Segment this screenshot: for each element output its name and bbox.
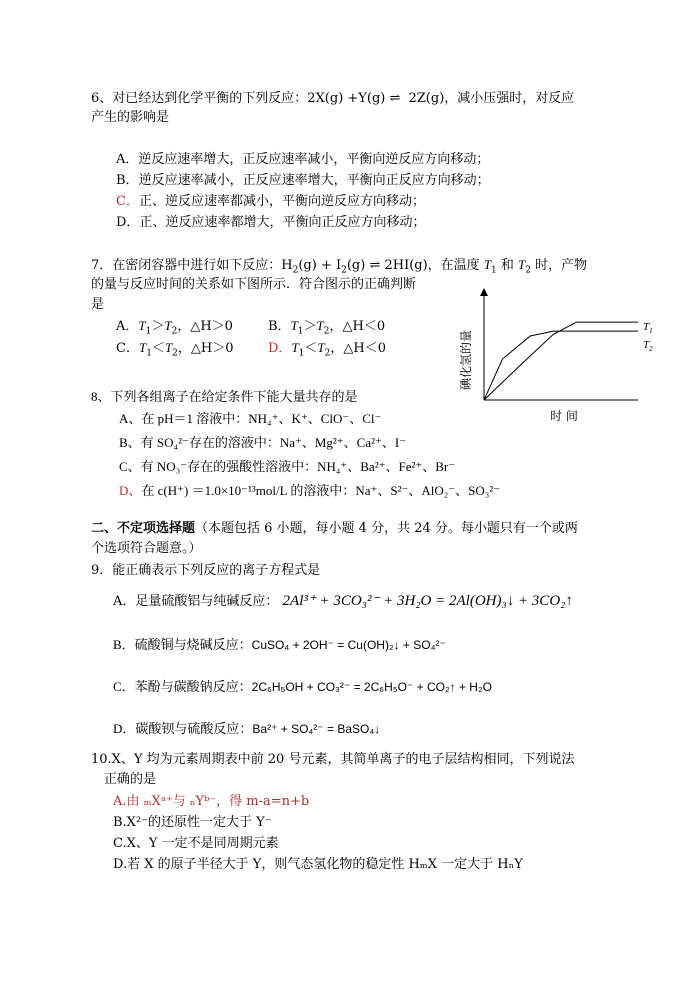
q8-option-d (119, 482, 500, 500)
q7a-t1-sub: 1 (145, 326, 152, 337)
q6-text-a: 逆反应速率增大，正反应速率减小，平衡向逆反应方向移动； (138, 152, 490, 167)
series-line-t2 (484, 331, 638, 400)
q7a-t1: T (138, 318, 146, 333)
q8-option-a: A、在 pH＝1 溶液中：NH₄⁺、K⁺、ClO⁻、Cl⁻ (119, 411, 382, 426)
chart-xlabel: 时 间 (550, 409, 578, 423)
q10-option-d: D.若 X 的原子半径大于 Y，则气态氢化物的稳定性 HₘX 一定大于 HₙY (113, 857, 523, 872)
q7c-t1-sub: 1 (146, 348, 152, 359)
q6-option-b (116, 172, 490, 190)
q10-text-a: A.由 ₘXᵃ⁺与 ₙYᵇ⁻，得 m-a=n+b (113, 794, 310, 809)
q7-t2-sub: 2 (525, 265, 532, 276)
q7-stem (91, 256, 587, 275)
q7c-t2-sub: 2 (172, 348, 178, 359)
q7-t2: T (518, 257, 526, 272)
q6-stem-part2: 2Z(g)，减小压强时，对反应 (404, 91, 575, 106)
q9-label-c: C．苯酚与碳酸钠反应： (113, 679, 252, 694)
q8-text-d: 在 c(H⁺) ＝1.0×10⁻¹³mol/L 的溶液中：Na⁺、S²⁻、AlO₂⁻、SO₃²⁻ (141, 483, 501, 498)
q7-chart (458, 288, 664, 424)
q6-option-d (116, 214, 425, 232)
q10-stem: 10.X、Y 均为元素周期表中前 20 号元素，其简单离子的电子层结构相同，下列说法 (91, 752, 575, 767)
q7d-t2-sub: 2 (324, 348, 331, 359)
q7-letter-b: B． (268, 319, 291, 334)
q7-stem-line2: 的量与反应时间的关系如下图所示．符合图示的正确判断 (91, 277, 417, 292)
section2-title: 二、不定项选择题 (91, 521, 196, 536)
q7a-t2: T (164, 318, 172, 333)
q9-label-a: A．足量硫酸铝与纯碱反应： (113, 594, 279, 609)
q6-stem-line2: 产生的影响是 (91, 110, 170, 125)
section2-desc-line2: 个选项符合题意。） (91, 541, 202, 556)
q7-option-d (268, 339, 386, 358)
q6-text-d: 正、逆反应速率都增大，平衡向正反应方向移动； (139, 215, 426, 230)
q7-option-c (116, 339, 234, 358)
q7b-t2-sub: 2 (323, 326, 330, 337)
q9-option-d (113, 720, 380, 738)
q6-stem (91, 90, 574, 108)
q7-s5: 时，产物 (531, 258, 588, 273)
q7b-dh: ，△H＜0 (329, 319, 386, 334)
q7-h-sub: 2 (292, 265, 299, 276)
series-label-t2: $T_2$ (643, 339, 653, 353)
section2-desc: （本题包括 6 小题，每小题 4 分，共 24 分。每小题只有一个或两 (195, 521, 578, 536)
q10-option-a (113, 793, 309, 811)
q7d-t1-sub: 1 (298, 348, 305, 359)
q7d-dh: ，△H＜0 (330, 341, 386, 356)
series-line-t1 (484, 322, 638, 400)
q7-letter-a: A． (116, 319, 139, 334)
q7-stem-line3: 是 (91, 297, 105, 312)
q7-s2: (g) + I (298, 258, 342, 273)
q10-option-c: C.X、Y 一定不是同周期元素 (113, 836, 279, 851)
q8-stem: 8、下列各组离子在给定条件下能大量共存的是 (91, 389, 358, 404)
q7-t1: T (483, 257, 492, 272)
q7-s3: (g) ⇌ 2HI(g)，在温度 (346, 258, 484, 273)
chart-y-arrow (480, 288, 488, 296)
q9-eq-d: Ba²⁺ + SO₄²⁻ = BaSO₄↓ (252, 722, 381, 736)
q9-eq-c: 2C₆H₅OH + CO₃²⁻ = 2C₆H₅O⁻ + CO₂↑ + H₂O (251, 680, 492, 694)
q7c-rel: ＜ (151, 341, 165, 356)
q9-eq-a: 2Al³⁺ + 3CO₃²⁻ + 3H₂O = 2Al(OH)₃↓ + 3CO₂↑ (282, 593, 573, 609)
q6-text-c: 正、逆反应速率都减小，平衡向逆反应方向移动； (138, 194, 425, 209)
q7-option-b (268, 317, 385, 336)
q10-stem-line2: 正确的是 (104, 772, 157, 787)
q7-letter-c: C． (116, 341, 139, 356)
chart-ylabel: 碘化氢的量 (459, 329, 473, 391)
q7-t1-sub: 1 (491, 265, 497, 276)
section2-header (91, 520, 578, 538)
q8-option-b: B、有 SO₄²⁻存在的溶液中：Na⁺、Mg²⁺、Ca²⁺、I⁻ (119, 435, 407, 450)
q9-option-b (113, 636, 446, 654)
q6-stem-part1: 6、对已经达到化学平衡的下列反应：2X(g) +Y(g) (91, 91, 390, 106)
q7-i-sub: 2 (341, 265, 347, 276)
q6-letter-d: D． (116, 215, 140, 230)
q7b-rel: ＞ (303, 319, 317, 334)
q9-label-d: D．碳酸钡与硫酸反应： (113, 721, 253, 736)
q6-option-a (116, 151, 489, 169)
q7b-t1: T (290, 318, 298, 333)
q7d-t2: T (317, 340, 325, 355)
q10-option-b: B.X²⁻的还原性一定大于 Y⁻ (113, 815, 272, 830)
series-label-t1: $T_1$ (643, 321, 653, 335)
q7-s4: 和 (496, 258, 519, 273)
q6-letter-b: B． (116, 173, 139, 188)
q8-option-c: C、有 NO₃⁻存在的强酸性溶液中：NH₄⁺、Ba²⁺、Fe²⁺、Br⁻ (119, 459, 456, 474)
equilibrium-arrow: ⇌ (389, 91, 405, 106)
q6-letter-c: C． (116, 194, 139, 209)
q7a-rel: ＞ (151, 319, 165, 334)
q6-letter-a: A． (116, 152, 139, 167)
q6-text-b: 逆反应速率减小，正反应速率增大，平衡向正反应方向移动； (138, 173, 490, 188)
q7c-dh: ，△H＞0 (177, 341, 234, 356)
q9-stem: 9．能正确表示下列反应的离子方程式是 (91, 563, 321, 578)
q7a-dh: ，△H＞0 (177, 319, 233, 334)
q8-letter-d: D、 (119, 483, 142, 498)
q7c-t2: T (164, 340, 173, 355)
q9-label-b: B．硫酸铜与烧碱反应： (113, 637, 252, 652)
q7b-t2: T (316, 318, 324, 333)
q7c-t1: T (138, 340, 147, 355)
q7a-t2-sub: 2 (171, 326, 178, 337)
q7b-t1-sub: 1 (297, 326, 304, 337)
q7-s1: 7．在密闭容器中进行如下反应：H (91, 258, 293, 273)
q9-eq-b: CuSO₄ + 2OH⁻ = Cu(OH)₂↓ + SO₄²⁻ (251, 638, 446, 652)
q7-option-a (116, 317, 233, 336)
q7d-t1: T (291, 340, 299, 355)
q6-option-c (116, 193, 425, 211)
q9-option-a (113, 592, 573, 611)
q9-option-c (113, 678, 492, 696)
q7-letter-d: D． (268, 341, 292, 356)
q7d-rel: ＜ (304, 341, 318, 356)
